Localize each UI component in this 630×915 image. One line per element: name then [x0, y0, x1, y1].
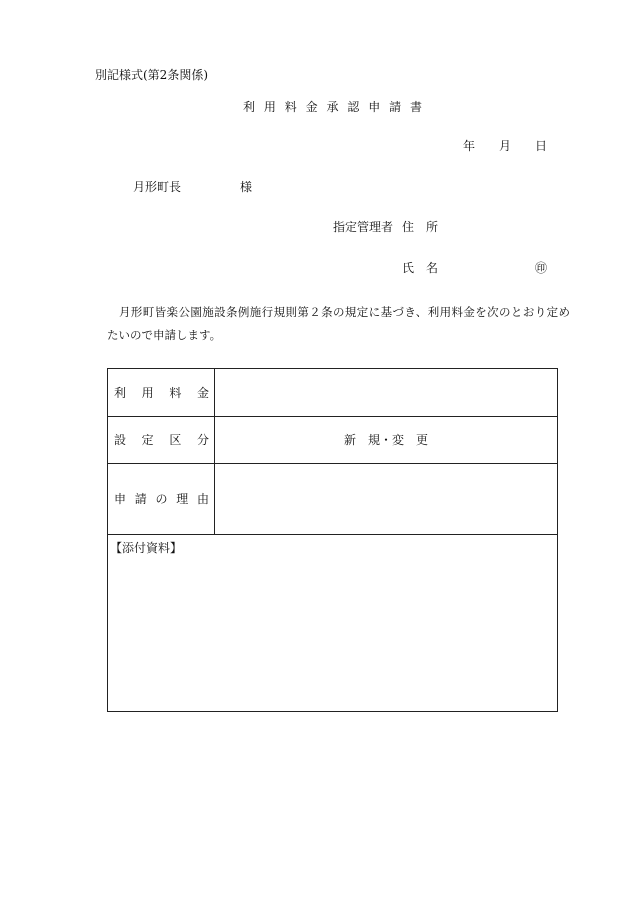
date-line: 年 月 日	[463, 139, 548, 153]
name-label: 氏 名	[402, 261, 439, 275]
table-row-application-reason	[108, 464, 557, 535]
row-label: 利 用 料 金	[114, 385, 209, 400]
attachments-label: 【添付資料】	[110, 541, 183, 555]
body-text-line: たいので申請します。	[107, 328, 222, 342]
form-reference-label: 別記様式(第2条関係)	[95, 68, 208, 82]
row-label-cell	[108, 417, 215, 463]
seal-mark: ㊞	[535, 261, 548, 275]
table-row-usage-fee	[108, 369, 557, 417]
setting-category-options: 新 規・変 更	[343, 433, 428, 447]
setting-category-value-cell	[215, 417, 557, 463]
row-label-cell	[108, 464, 215, 534]
document-title: 利 用 料 金 承 認 申 請 書	[243, 100, 422, 114]
application-reason-value-cell	[215, 464, 557, 534]
applicant-role: 指定管理者	[333, 220, 394, 234]
recipient-name: 月形町長	[133, 180, 182, 194]
usage-fee-value-cell	[215, 369, 557, 416]
body-text-line: 月形町皆楽公園施設条例施行規則第２条の規定に基づき、利用料金を次のとおり定め	[119, 305, 570, 319]
recipient-honorific: 様	[240, 180, 253, 194]
row-label-cell	[108, 369, 215, 416]
table-row-setting-category	[108, 417, 557, 464]
address-label: 住 所	[402, 220, 439, 234]
row-label: 設 定 区 分	[114, 433, 209, 447]
attachments-section	[108, 535, 557, 711]
row-label: 申 請 の 理 由	[114, 492, 209, 506]
application-table	[107, 368, 558, 712]
